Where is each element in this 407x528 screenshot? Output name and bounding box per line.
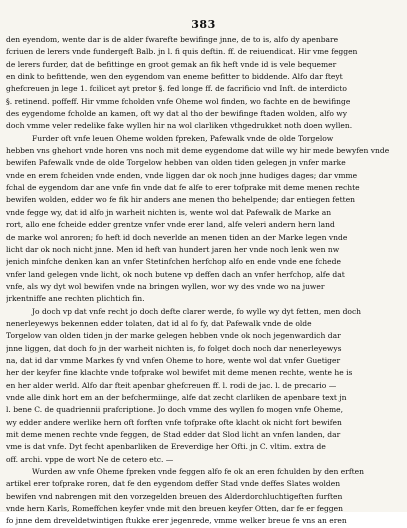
text-line: rort, allo ene fcheide edder grentze vnfer vnde erer land, alfe veleri andern hern land (6, 220, 335, 230)
paragraph-start-line: Jo doch vp dat vnfe recht jo doch defte clarer werde, fo wylle wy dyt fetten, men doch (32, 306, 362, 316)
text-line: de marke wol anroren; fo heft id doch neverlde an menen tiden an der Marke legen vnde (6, 232, 348, 242)
text-line: na, dat id dar vmme Markes fy vnd vnfen Oheme to hore, wente wol dat vnfer Guetiger (6, 355, 341, 365)
text-line: jenich minfche denken kan an vnfer Stetinfchen herfchop alfo en ende vnde ene fchede (6, 257, 341, 267)
paragraph-start-line: Furder oft vnfe leuen Oheme wolden fpreken, Pafewalk vnde de olde Torgelow (32, 133, 334, 143)
paragraph-start-line: Wurden aw vnfe Oheme fpreken vnde feggen alfo fe ok an eren fchulden by den erften (32, 467, 364, 477)
text-line: jnne liggen, dat doch fo jn der warheit nichten is, fo folget doch noch dar nenerleyewys (6, 343, 342, 353)
text-line: den eyendom, wente dar is de alder fwarefte bewifinge jnne, de to is, alfo dy apenbare (6, 35, 339, 44)
text-line: her der keyfer fine klachte vnde tofprake wol bewifet mit deme menen rechte, wente he is (6, 368, 353, 378)
text-line: §. retinend. poffeff. Hir vmme fcholden vnfe Oheme wol finden, wo fachte en de bewifinge (6, 96, 351, 106)
text-line: Torgelow van olden tiden jn der marke gelegen hebben vnde ok noch jegenwardich dar (6, 331, 341, 341)
text-line: fcriuen de lerers vnde fundergeft Balb. jn l. fi quis deftin. ff. de reiuendicat. Hir vme feggen (6, 47, 358, 57)
text-line: vnde fegge wy, dat id alfo jn warheit nichten is, wente wol dat Pafewalk de Marke an (6, 207, 332, 217)
page-number: 383 (191, 18, 216, 31)
text-line: artikel erer tofprake roren, dat fe den eygendom deffer Stad vnde deffes Slates wolden (6, 479, 341, 489)
text-line: nenerleyewys bekennen edder tolaten, dat id al fo fy, dat Pafewalk vnde de olde (6, 318, 312, 328)
text-line: vnde en erem fcheiden vnde enden, vnde liggen dar ok noch jnne hudiges dages; dar vmme (6, 170, 358, 180)
text-line: bewifen Pafewalk vnde de olde Torgelow hebben van olden tiden gelegen jn vnfer marke (6, 158, 346, 168)
text-line: fchal de eygendom dar ane vnfe fin vnde dat fe alfe to erer tofprake mit deme menen rechte (6, 183, 360, 193)
text-line: en dink to befittende, wen den eygendom van eneme befitter to biddende. Alfo dar fteyt (6, 72, 343, 82)
text-line: licht dar ok noch nicht jnne. Men id heft van hundert jaren her vnde noch lenk wen nw (6, 244, 340, 254)
text-line: vnfe, als wy dyt wol bewifen vnde na bringen wyllen, wor wy des vnde wo na juwer (6, 281, 325, 291)
text-line: en her alder werld. Alfo dar fteit apenbar ghefcreuen ff. l. rodi de jac. l. de precario — (6, 380, 337, 390)
text-line: wy edder andere werlike hern oft forften vnfe tofprake ofte klacht ok nicht fort bewifen (6, 417, 342, 427)
body-text (6, 34, 398, 528)
text-line: vnde alle dink hort em an der befchermiinge, alfe dat zecht clarliken de apenbare text jn (6, 392, 347, 402)
text-line: fo jnne dem dreveldetwintigen ftukke erer jegenrede, vmme welker breue fe vns an eren (6, 516, 347, 526)
text-line: de lerers furder, dat de befittinge en groot gemak an fik heft vnde id is vele bequemer (6, 59, 337, 69)
text-line: off. archi. vppe de wort Ne de cetero etc. — (6, 454, 174, 464)
text-line: ghefcreuen jn lege 1. fcilicet ayt pretor §. fed longe ff. de facrificio vnd Inft. de interdicto (6, 84, 347, 94)
text-line: l. bene C. de quadriennii prafcriptione. Jo doch vmme des wyllen fo mogen vnfe Oheme, (6, 405, 344, 415)
text-line: doch vmme veler redelike fake wyllen hir na wol clarliken vthgedrukket noth doen wyllen. (6, 121, 353, 131)
text-line: mit deme menen rechte vnde feggen, de Stad edder dat Slod licht an vnfen landen, dar (6, 430, 341, 439)
text-line: bewifen vnd nabrengen mit den vorzegelden breuen des Alderdorchluchtigeften furften (6, 491, 343, 501)
text-line: bewifen wolden, edder wo fe fik hir anders ane menen tho behelpende; dar entiegen fetten (6, 195, 356, 205)
text-line: vnde hern Karls, Romeffchen keyfer vnde mit den breuen keyfer Otten, dar fe er feggen (6, 504, 343, 514)
text-line: vnfer land gelegen vnde licht, ok noch butene vp deffen dach an vnfer herfchop, alfe dat (6, 269, 345, 279)
text-line: hebben vns ghehort vnde horen vns noch mit deme eygendome dat wille wy hir mede bewyfen vnde (6, 146, 390, 156)
text-line: vme is dat vnfe. Dyt fecht apenbarliken de Ereverdige her Ofti. jn C. vltim. extra de (6, 442, 326, 452)
text-line: jrkentniffe ane rechten plichtich fin. (6, 294, 145, 304)
text-line: des eygendome fcholde an kamen, oft wy dat al tho der bewifinge ftaden wolden, alfo wy (6, 109, 347, 119)
